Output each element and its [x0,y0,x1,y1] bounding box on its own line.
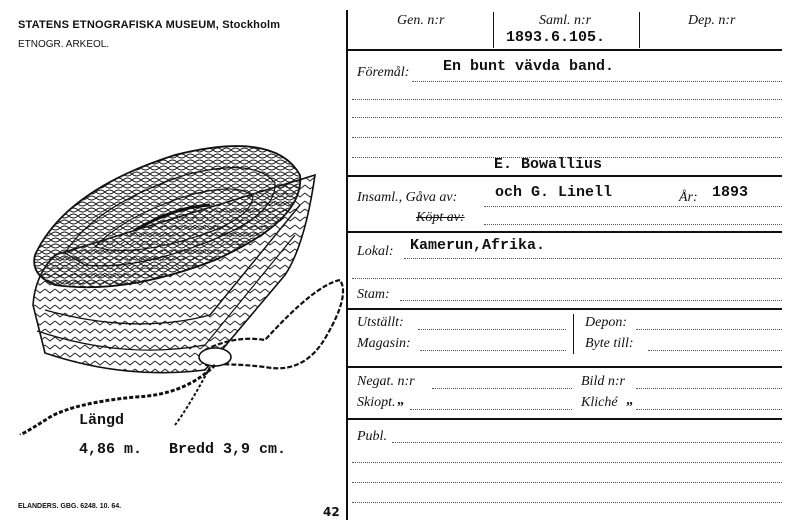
rule [347,231,782,233]
kopt-label: Köpt av: [416,210,465,225]
dotted-line [352,99,782,100]
dotted-line [392,442,782,443]
skiopt-ditto: „ [397,393,404,408]
department-label: ETNOGR. ARKEOL. [18,39,110,50]
rule [347,308,782,310]
kliche-label: Kliché [581,395,618,410]
lokal-label: Lokal: [357,244,394,259]
magasin-label: Magasin: [357,336,411,351]
measurement-text: 4,86 m. Bredd 3,9 cm. [79,441,287,458]
dotted-line [484,206,782,207]
card-divider [346,10,348,520]
bild-label: Bild n:r [581,374,625,389]
dotted-line [404,258,782,259]
handwritten-number: 42 [323,505,340,519]
dotted-line [636,388,782,389]
rule [347,418,782,420]
ar-label: År: [679,190,698,205]
stam-label: Stam: [357,287,390,302]
dotted-line [636,409,782,410]
saml-value: 1893.6.105. [506,29,606,46]
foremal-value: En bunt vävda band. [443,58,615,75]
dotted-line [418,329,566,330]
gen-label: Gen. n:r [397,13,445,28]
utstallt-label: Utställt: [357,315,404,330]
lokal-value: Kamerun,Afrika. [410,237,546,254]
kliche-ditto: „ [626,393,633,408]
dotted-line [352,278,782,279]
dotted-line [400,300,782,301]
dotted-line [432,388,572,389]
skiopt-label: Skiopt. [357,395,396,410]
negat-label: Negat. n:r [357,374,415,389]
depon-label: Depon: [585,315,627,330]
insaml-value-1: E. Bowallius [494,156,603,173]
dotted-line [352,462,782,463]
dotted-line [410,409,572,410]
rule [347,366,782,368]
dep-label: Dep. n:r [688,13,736,28]
length-label: Längd [79,412,125,429]
dotted-line [636,329,782,330]
form-divider [573,314,574,354]
museum-city: Stockholm [222,19,281,31]
dotted-line [484,224,782,225]
header-divider-2 [639,12,640,48]
dotted-line [352,482,782,483]
museum-name: STATENS ETNOGRAFISKA MUSEUM, [18,19,219,31]
foremal-label: Föremål: [357,65,410,80]
insaml-label: Insaml., Gåva av: [357,190,458,205]
rule [347,175,782,177]
printer-imprint: ELANDERS. GBG. 6248. 10. 64. [18,503,122,510]
saml-label: Saml. n:r [539,13,592,28]
byte-label: Byte till: [585,336,634,351]
dotted-line [352,137,782,138]
dotted-line [420,350,566,351]
header-divider-1 [493,12,494,48]
rule [347,49,782,51]
woven-band-sketch [15,135,350,435]
dotted-line [352,117,782,118]
dotted-line [412,81,782,82]
insaml-value-2: och G. Linell [495,184,613,201]
dotted-line [352,502,782,503]
publ-label: Publ. [357,429,387,444]
ar-value: 1893 [712,184,749,201]
museum-header [18,19,280,31]
dotted-line [648,350,782,351]
